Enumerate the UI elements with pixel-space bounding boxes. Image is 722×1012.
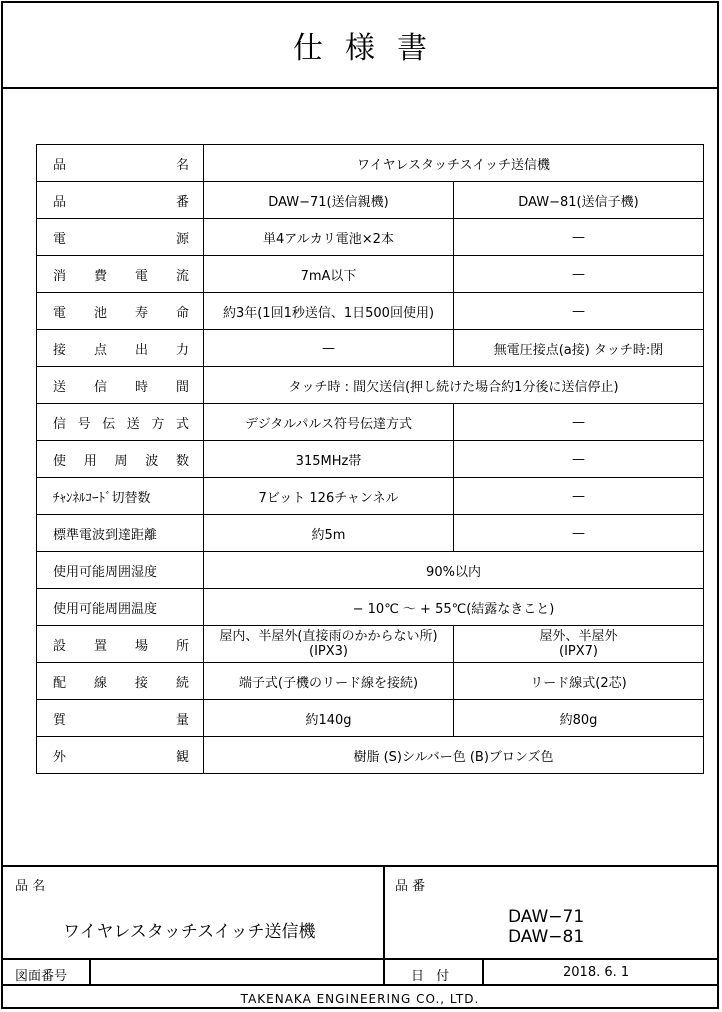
row-label: ﾁｬﾝﾈﾙｺｰﾄﾞ切替数 <box>53 490 151 506</box>
table-row <box>37 737 704 774</box>
title-block-date-row <box>3 960 717 986</box>
cell-child: — <box>454 478 704 515</box>
cell-parent: デジタルパルス符号伝達方式 <box>204 404 454 441</box>
cell-child: — <box>454 404 704 441</box>
weight-parent: 約140g <box>204 700 454 737</box>
wiring-child: リード線式(2芯) <box>454 663 704 700</box>
row-label: 信 号 伝 送 方 式 <box>53 416 189 432</box>
appearance-value: 樹脂 (S)シルバー色 (B)ブロンズ色 <box>204 737 704 774</box>
temperature-value: − 10℃ 〜 + 55℃(結露なきこと) <box>204 589 704 626</box>
table-row <box>37 441 704 478</box>
row-label: 品 名 <box>53 157 189 173</box>
row-label: 標準電波到達距離 <box>53 527 158 543</box>
table-row <box>37 219 704 256</box>
title-block-name-row <box>3 867 717 960</box>
humidity-value: 90%以内 <box>204 552 704 589</box>
table-row <box>37 367 704 404</box>
cell-parent: 315MHz帯 <box>204 441 454 478</box>
row-label: 電 源 <box>53 231 189 247</box>
footer-name-value: ワイヤレスタッチスイッチ送信機 <box>63 922 316 942</box>
row-label: 質 量 <box>53 712 189 728</box>
model-child: DAW−81(送信子機) <box>454 182 704 219</box>
row-label: 使 用 周 波 数 <box>53 453 189 469</box>
row-label: 電 池 寿 命 <box>53 305 189 321</box>
cell-parent: 7ビット 126チャンネル <box>204 478 454 515</box>
cell-child: — <box>454 219 704 256</box>
date-label: 日 付 <box>411 969 454 984</box>
cell-child: — <box>454 256 704 293</box>
table-row <box>37 589 704 626</box>
title-bar <box>3 3 717 89</box>
title-block <box>3 865 717 1011</box>
install-parent: 屋内、半屋外(直接雨のかからない所) (IPX3) <box>204 626 454 663</box>
table-row <box>37 478 704 515</box>
spec-table <box>36 144 704 774</box>
table-row <box>37 293 704 330</box>
row-label: 配 線 接 続 <box>53 675 189 691</box>
row-label: 使用可能周囲湿度 <box>53 564 158 580</box>
row-label: 設 置 場 所 <box>53 638 189 654</box>
table-row <box>37 700 704 737</box>
date-value: 2018. 6. 1 <box>563 965 630 980</box>
table-row <box>37 404 704 441</box>
cell-child: — <box>454 293 704 330</box>
row-label: 外 観 <box>53 749 189 765</box>
row-label: 品 番 <box>53 194 189 210</box>
table-row <box>37 182 704 219</box>
row-label: 送 信 時 間 <box>53 379 189 395</box>
cell-parent: 約5m <box>204 515 454 552</box>
table-row <box>37 330 704 367</box>
footer-name-label: 品 名 <box>15 879 46 894</box>
row-label: 接 点 出 力 <box>53 342 189 358</box>
cell-parent: 7mA以下 <box>204 256 454 293</box>
company-name: TAKENAKA ENGINEERING CO., LTD. <box>240 991 480 1006</box>
cell-parent: — <box>204 330 454 367</box>
cell-child: 無電圧接点(a接) タッチ時:閉 <box>454 330 704 367</box>
document-title: 仕様書 <box>293 31 449 66</box>
document-frame <box>1 1 719 1009</box>
cell-parent: 約3年(1回1秒送信、1日500回使用) <box>204 293 454 330</box>
cell-parent: 単4アルカリ電池×2本 <box>204 219 454 256</box>
footer-model-label: 品 番 <box>395 879 426 894</box>
model-parent: DAW−71(送信親機) <box>204 182 454 219</box>
footer-model-value: DAW−71 DAW−81 <box>508 907 585 947</box>
tx-time-value: タッチ時 : 間欠送信(押し続けた場合約1分後に送信停止) <box>204 367 704 404</box>
table-row <box>37 145 704 182</box>
table-row <box>37 663 704 700</box>
row-label: 消 費 電 流 <box>53 268 189 284</box>
drawing-no-label: 図面番号 <box>15 969 68 984</box>
install-child: 屋外、半屋外 (IPX7) <box>454 626 704 663</box>
cell-child: — <box>454 441 704 478</box>
wiring-parent: 端子式(子機のリード線を接続) <box>204 663 454 700</box>
table-row <box>37 626 704 663</box>
weight-child: 約80g <box>454 700 704 737</box>
table-row <box>37 552 704 589</box>
row-label: 使用可能周囲温度 <box>53 601 158 617</box>
product-name-value: ワイヤレスタッチスイッチ送信機 <box>204 145 704 182</box>
table-row <box>37 515 704 552</box>
table-row <box>37 256 704 293</box>
cell-child: — <box>454 515 704 552</box>
